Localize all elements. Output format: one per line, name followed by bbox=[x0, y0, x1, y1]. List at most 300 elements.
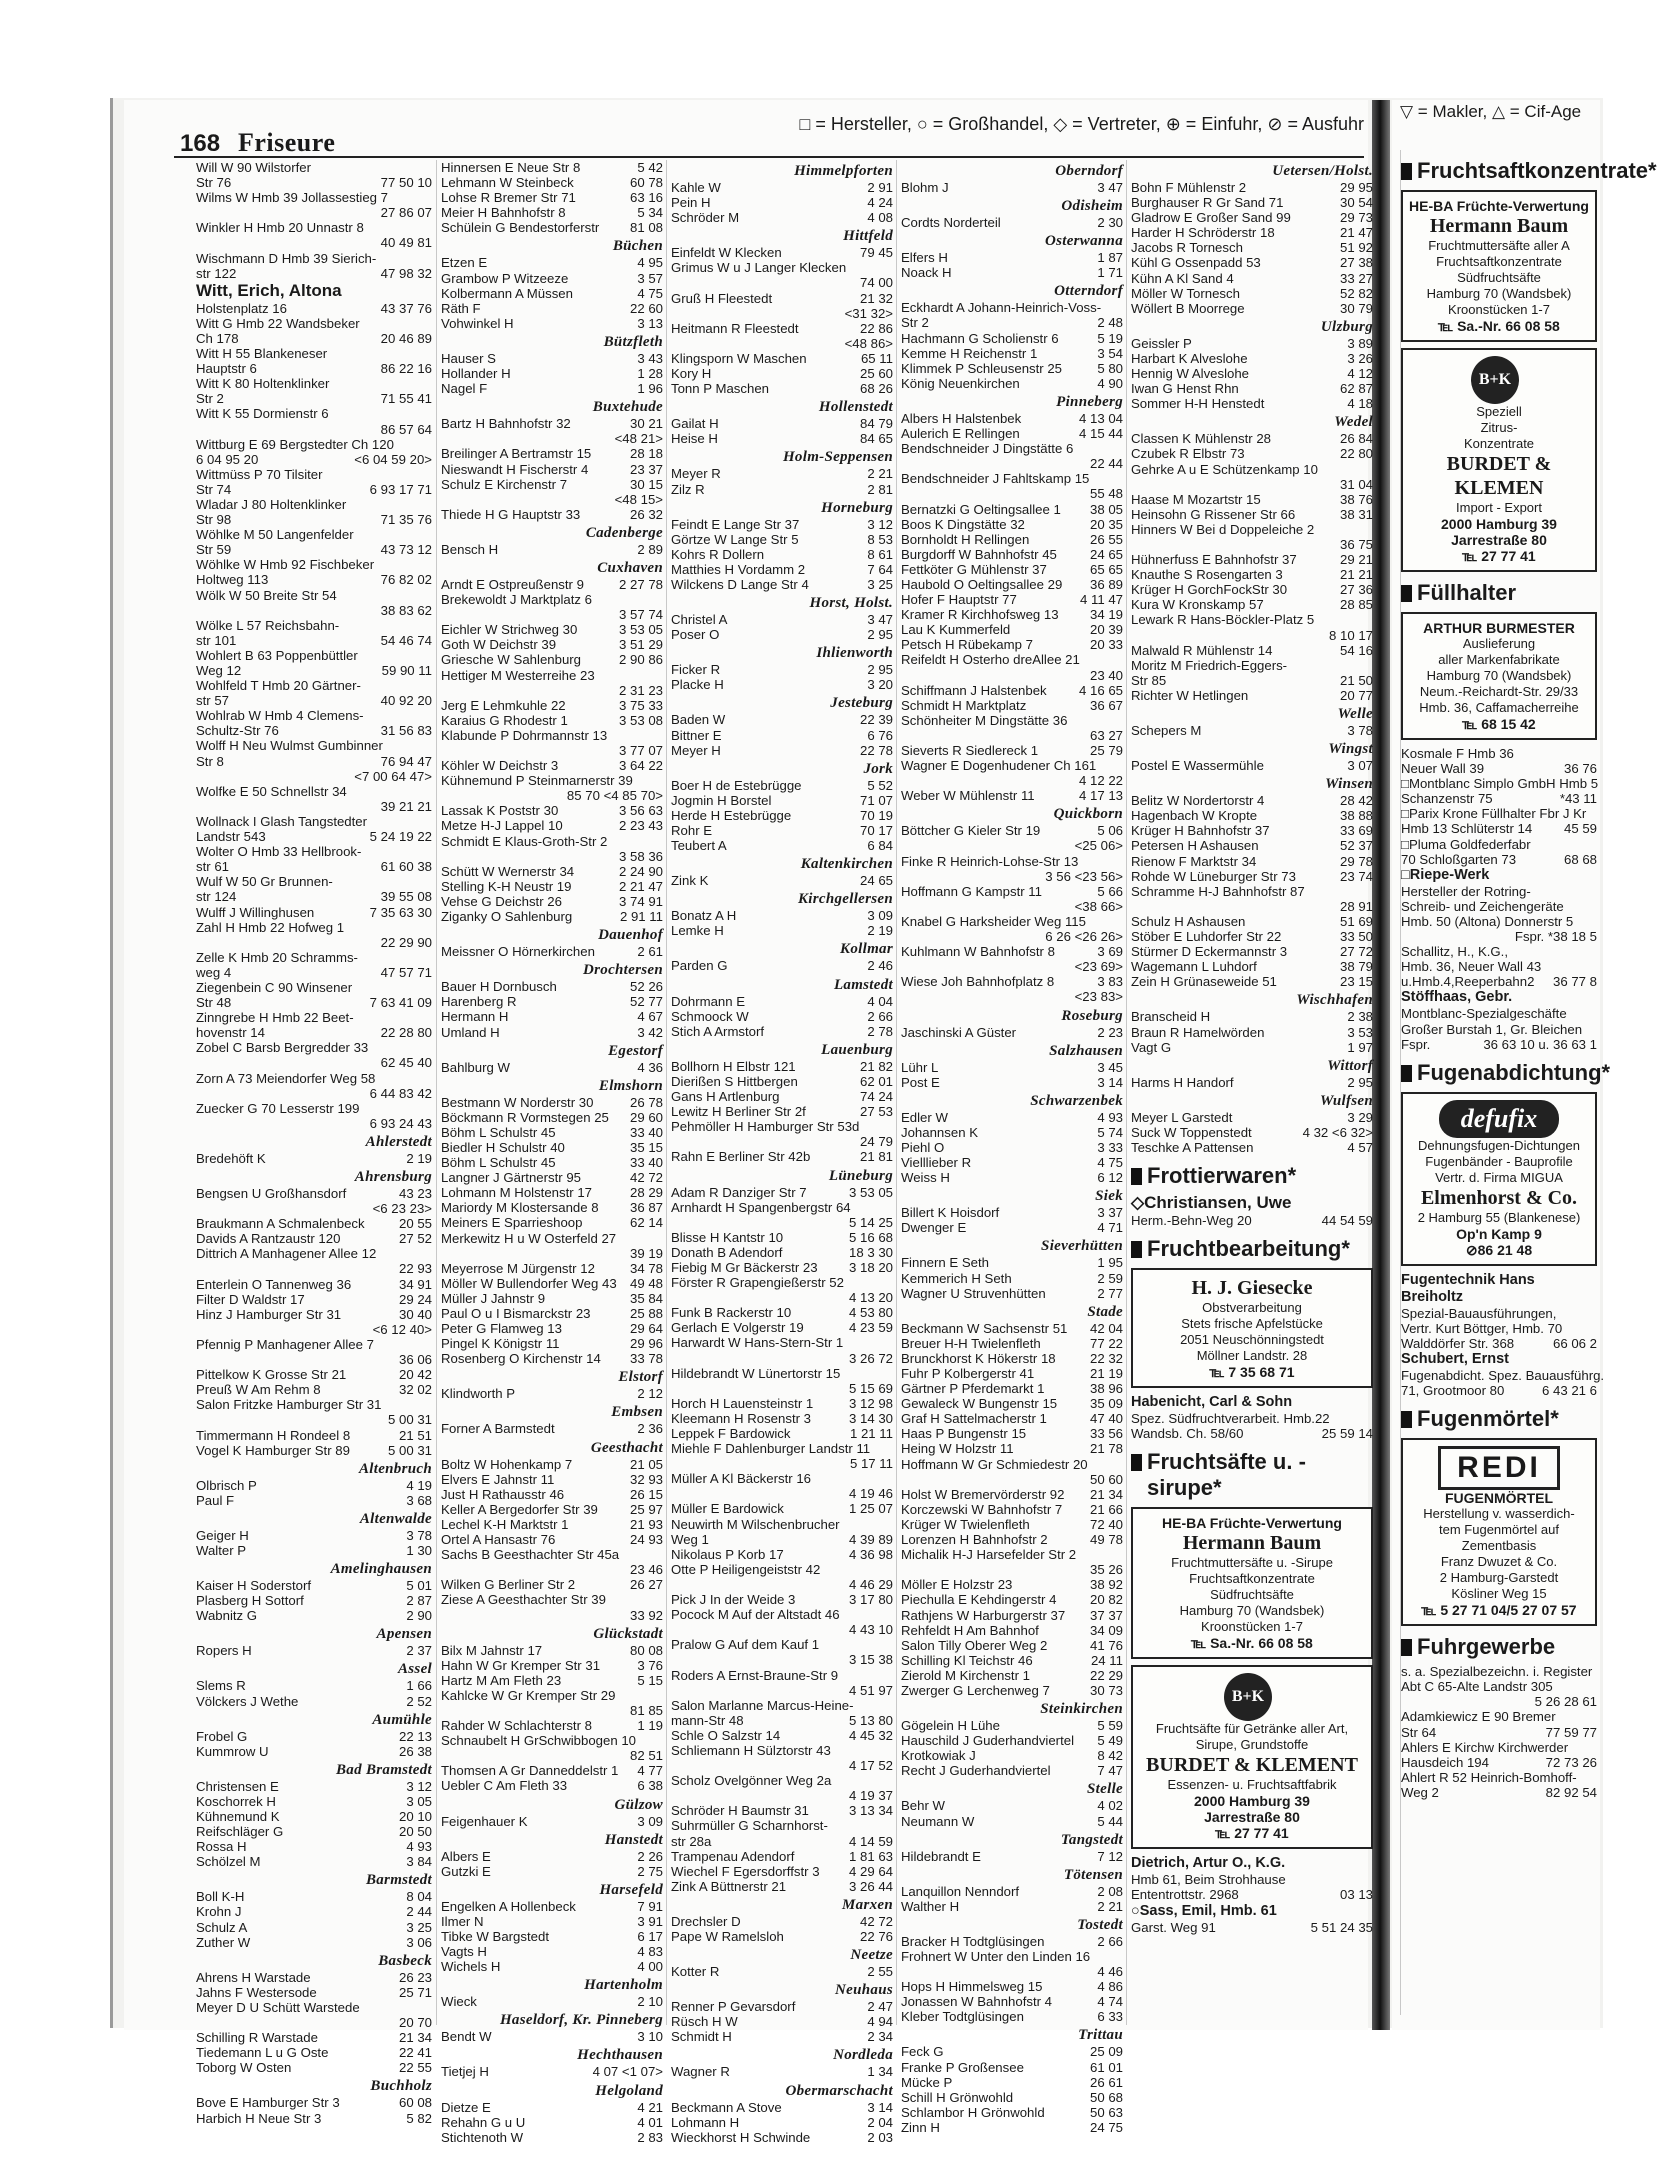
entry-name: str 124 bbox=[196, 889, 237, 905]
ad-phone: ℡ 68 15 42 bbox=[1462, 716, 1536, 732]
directory-entry bbox=[901, 1155, 1123, 1170]
ad-title: ARTHUR BURMESTER bbox=[1423, 620, 1575, 636]
directory-entry bbox=[671, 1532, 893, 1547]
directory-entry bbox=[671, 1607, 893, 1622]
place-heading: Basbeck bbox=[378, 1952, 432, 1969]
entry-phone: 3 09 bbox=[867, 908, 893, 924]
entry-phone: 36 77 8 bbox=[1553, 974, 1597, 990]
entry-phone: 2 38 bbox=[1347, 1009, 1373, 1025]
entry-name: Adamkiewicz E 90 Bremer bbox=[1401, 1709, 1556, 1725]
entry-name: Gewaleck W Bungenstr 15 bbox=[901, 1396, 1058, 1412]
directory-entry bbox=[901, 215, 1123, 230]
directory-entry bbox=[196, 1101, 432, 1116]
entry-name: Str 76 bbox=[196, 175, 232, 191]
entry-phone: 74 00 bbox=[859, 275, 893, 291]
entry-name: □Pluma Goldfederfabr bbox=[1401, 836, 1531, 852]
entry-phone: 25 79 bbox=[1089, 743, 1123, 758]
directory-entry bbox=[671, 908, 893, 923]
entry-phone: 28 29 bbox=[629, 1185, 663, 1201]
place-heading: Lüneburg bbox=[828, 1167, 893, 1184]
entry-phone: 8 61 bbox=[867, 546, 893, 562]
entry-name: Schle O Salzstr 14 bbox=[671, 1727, 781, 1743]
directory-entry bbox=[1401, 806, 1597, 821]
entry-phone: 70 17 bbox=[859, 823, 893, 838]
directory-entry bbox=[901, 1517, 1123, 1532]
directory-entry bbox=[441, 818, 663, 833]
place-heading: Pinneberg bbox=[1056, 393, 1123, 410]
entry-phone: 38 92 bbox=[1089, 1577, 1123, 1593]
directory-entry bbox=[196, 1292, 432, 1307]
entry-name: Bendschneider J Fahltskamp 15 bbox=[901, 471, 1090, 487]
entry-phone: 3 09 bbox=[637, 1813, 663, 1829]
entry-phone: 2 23 43 bbox=[619, 818, 663, 834]
place-heading: Odisheim bbox=[1061, 198, 1123, 215]
entry-phone: 3 53 05 bbox=[619, 622, 663, 638]
directory-entry bbox=[1131, 1140, 1373, 1155]
entry-phone: 30 15 bbox=[629, 476, 663, 492]
entry-phone: 3 12 bbox=[406, 1778, 432, 1794]
directory-entry bbox=[671, 562, 893, 577]
directory-entry bbox=[671, 1426, 893, 1441]
directory-entry bbox=[901, 1205, 1123, 1220]
directory-entry bbox=[1401, 929, 1597, 944]
ad-logo-text: B+K bbox=[1224, 1673, 1272, 1721]
section-title: Friseure bbox=[238, 128, 336, 157]
entry-phone: 4 21 bbox=[637, 2099, 663, 2115]
entry-phone: 50 60 bbox=[1089, 1471, 1123, 1487]
entry-phone: 22 76 bbox=[859, 1929, 893, 1944]
directory-entry bbox=[196, 1116, 432, 1131]
directory-entry bbox=[901, 486, 1123, 501]
entry-name: Wollnack I Glash Tangstedter bbox=[196, 813, 368, 829]
entry-phone: 3 45 bbox=[1097, 1059, 1123, 1075]
featured-entry: ○Sass, Emil, Hmb. 61 bbox=[1131, 1902, 1277, 1919]
entry-name: Wichels H bbox=[441, 1959, 501, 1975]
directory-entry bbox=[196, 723, 432, 738]
directory-entry bbox=[901, 823, 1123, 838]
directory-entry bbox=[441, 1643, 663, 1658]
directory-entry bbox=[196, 1809, 432, 1824]
entry-name: Herm.-Behn-Weg 20 bbox=[1131, 1213, 1252, 1229]
category-heading: Füllhalter bbox=[1401, 580, 1597, 606]
directory-entry bbox=[441, 477, 663, 492]
entry-name: Biedler H Schulstr 40 bbox=[441, 1139, 565, 1155]
entry-phone: 30 54 bbox=[1339, 195, 1373, 211]
entry-phone: 5 66 bbox=[1097, 883, 1123, 899]
entry-name: Finke R Heinrich-Lohse-Str 13 bbox=[901, 853, 1079, 869]
entry-phone: 39 19 bbox=[629, 1245, 663, 1261]
directory-entry bbox=[901, 1321, 1123, 1336]
directory-entry bbox=[441, 2064, 663, 2079]
entry-name: Recht J Guderhandviertel bbox=[901, 1763, 1051, 1779]
entry-phone: 2 10 bbox=[637, 1994, 663, 2010]
entry-name: Kotter R bbox=[671, 1964, 720, 1980]
directory-entry bbox=[671, 1149, 893, 1164]
entry-phone: 3 56 63 bbox=[619, 803, 663, 819]
entry-name: Zinn H bbox=[901, 2119, 940, 2135]
entry-phone: 3 56 <23 56> bbox=[1045, 868, 1123, 884]
directory-entry bbox=[441, 351, 663, 366]
entry-phone: 1 25 07 bbox=[849, 1501, 893, 1517]
entry-name: Böhm L Schulstr 45 bbox=[441, 1155, 556, 1171]
directory-entry bbox=[901, 1075, 1123, 1090]
entry-name: Müller E Bardowick bbox=[671, 1501, 784, 1517]
entry-name: str 101 bbox=[196, 632, 237, 648]
directory-entry bbox=[196, 1277, 432, 1292]
entry-name: Witt K 55 Dormienstr 6 bbox=[196, 406, 329, 422]
entry-name: Räth F bbox=[441, 300, 481, 316]
entry-name: Blohm J bbox=[901, 180, 949, 195]
directory-entry bbox=[1131, 688, 1373, 703]
entry-name: Adam R Danziger Str 7 bbox=[671, 1184, 807, 1200]
place-heading: Osterwanna bbox=[1044, 233, 1123, 250]
entry-phone: 21 21 bbox=[1339, 567, 1373, 583]
directory-entry bbox=[196, 603, 432, 618]
directory-entry bbox=[901, 1718, 1123, 1733]
entry-name: Wiese Joh Bahnhofplatz 8 bbox=[901, 974, 1055, 990]
entry-name: Wiechel F Egersdorffstr 3 bbox=[671, 1863, 820, 1879]
ad-logo-defufix bbox=[1409, 1100, 1589, 1138]
directory-entry bbox=[1131, 1920, 1373, 1935]
entry-phone: 32 02 bbox=[398, 1382, 432, 1398]
entry-phone: 6 44 83 42 bbox=[369, 1085, 432, 1101]
entry-phone: 34 78 bbox=[629, 1260, 663, 1276]
entry-phone: 49 78 bbox=[1089, 1532, 1123, 1548]
directory-entry bbox=[196, 1428, 432, 1443]
entry-name: Jacobs R Tornesch bbox=[1131, 240, 1243, 256]
entry-name: Pittelkow K Grosse Str 21 bbox=[196, 1367, 347, 1383]
entry-name: Schnaubelt H GrSchwibbogen 10 bbox=[441, 1733, 637, 1749]
directory-entry bbox=[441, 652, 663, 667]
entry-name: Weg 1 bbox=[671, 1531, 709, 1547]
entry-phone: 68 68 bbox=[1563, 851, 1597, 867]
entry-name: Sieverts R Siedlereck 1 bbox=[901, 743, 1039, 758]
directory-entry bbox=[901, 1025, 1123, 1040]
category-heading: Fugenmörtel* bbox=[1401, 1406, 1597, 1432]
entry-phone: 3 68 bbox=[406, 1492, 432, 1508]
directory-entry bbox=[671, 1335, 893, 1350]
entry-name: Hmb 13 Schlüterstr 14 bbox=[1401, 821, 1533, 837]
entry-phone: 47 40 bbox=[1089, 1411, 1123, 1427]
entry-phone: 77 50 10 bbox=[380, 175, 432, 191]
directory-entry bbox=[196, 1578, 432, 1593]
entry-name: Paul F bbox=[196, 1492, 235, 1508]
directory-entry bbox=[196, 920, 432, 935]
directory-entry bbox=[196, 1904, 432, 1919]
entry-phone: 4 90 bbox=[1097, 375, 1123, 391]
entry-phone: 63 27 bbox=[1089, 727, 1123, 743]
entry-phone: 27 72 bbox=[1339, 944, 1373, 960]
entry-phone: 2 55 bbox=[867, 1964, 893, 1980]
directory-entry bbox=[196, 1729, 432, 1744]
entry-name: Ahlert R 52 Heinrich-Bomhoff- bbox=[1401, 1769, 1577, 1785]
entry-phone: 43 23 bbox=[398, 1186, 432, 1201]
place-heading: Holm-Seppensen bbox=[782, 449, 893, 466]
directory-entry bbox=[441, 1703, 663, 1718]
entry-phone: 3 43 bbox=[637, 350, 663, 366]
directory-entry bbox=[901, 914, 1123, 929]
entry-name: Tietjej H bbox=[441, 2064, 489, 2080]
entry-name: u.Hmb.4,Reeperbahn2 bbox=[1401, 974, 1535, 990]
entry-phone: 43 73 12 bbox=[380, 542, 432, 558]
directory-entry bbox=[671, 1200, 893, 1215]
entry-phone: 60 78 bbox=[629, 175, 663, 191]
entry-phone: 1 96 bbox=[637, 381, 663, 397]
entry-phone: 82 92 54 bbox=[1545, 1784, 1597, 1800]
ad-company-name: Hermann Baum bbox=[1182, 1532, 1322, 1555]
entry-name: Elfers H bbox=[901, 250, 948, 266]
directory-entry bbox=[441, 1025, 663, 1040]
entry-phone: 71 35 76 bbox=[380, 512, 432, 528]
entry-name: Schröder M bbox=[671, 210, 740, 226]
directory-entry bbox=[196, 844, 432, 859]
entry-name: Köhler W Deichstr 3 bbox=[441, 758, 559, 774]
entry-name: Matthies H Vordamm 2 bbox=[671, 561, 806, 577]
ad-line: Möllner Landstr. 28 bbox=[1196, 1348, 1308, 1364]
advertisement-redi bbox=[1401, 1438, 1597, 1626]
directory-entry bbox=[901, 1668, 1123, 1683]
directory-entry bbox=[901, 1994, 1123, 2009]
entry-name: Schliemann H Sülztorstr 43 bbox=[671, 1742, 831, 1758]
entry-name: Bittner E bbox=[671, 727, 722, 743]
entry-name: Walter P bbox=[196, 1542, 247, 1558]
directory-entry bbox=[901, 1592, 1123, 1607]
directory-entry bbox=[671, 1743, 893, 1758]
entry-name: Aulerich E Rellingen bbox=[901, 426, 1020, 442]
directory-entry bbox=[1131, 351, 1373, 366]
entry-phone: 54 46 74 bbox=[380, 632, 432, 648]
entry-name: Str 85 bbox=[1131, 672, 1167, 688]
entry-name: Jonassen W Bahnhofstr 4 bbox=[901, 1994, 1053, 2010]
entry-phone: 3 14 bbox=[1097, 1074, 1123, 1090]
directory-entry bbox=[901, 1411, 1123, 1426]
entry-phone: 26 32 bbox=[629, 506, 663, 522]
directory-entry bbox=[671, 321, 893, 336]
entry-phone: 6 33 bbox=[1097, 2009, 1123, 2025]
entry-name: Gans H Artlenburg bbox=[671, 1089, 780, 1105]
entry-phone: 26 78 bbox=[629, 1094, 663, 1110]
ad-phone: ℡ 27 77 41 bbox=[1215, 1825, 1289, 1842]
entry-name: Zorn A 73 Meiendorfer Weg 58 bbox=[196, 1070, 376, 1086]
ad-subtitle: Essenzen- u. Fruchtsaftfabrik bbox=[1167, 1777, 1337, 1793]
directory-entry bbox=[901, 668, 1123, 683]
directory-entry bbox=[671, 1728, 893, 1743]
entry-phone: 5 13 80 bbox=[849, 1712, 893, 1728]
entry-phone: 2 44 bbox=[406, 1904, 432, 1920]
entry-phone: 81 08 bbox=[629, 220, 663, 236]
entry-name: Holst W Bremervörderstr 92 bbox=[901, 1486, 1065, 1502]
entry-name: Böhm L Schulstr 45 bbox=[441, 1124, 556, 1140]
directory-entry bbox=[901, 929, 1123, 944]
entry-phone: 3 83 bbox=[1097, 974, 1123, 990]
entry-name: Str 59 bbox=[196, 542, 232, 558]
advertisement-burdet1 bbox=[1131, 1665, 1373, 1849]
entry-name: Kosmale F Hmb 36 bbox=[1401, 746, 1514, 761]
entry-name: Schröder H Baumstr 31 bbox=[671, 1803, 809, 1819]
entry-name: Ahrens H Warstade bbox=[196, 1969, 311, 1985]
entry-name: Frobel G bbox=[196, 1728, 248, 1744]
entry-phone: 36 75 bbox=[1339, 536, 1373, 552]
directory-entry bbox=[901, 959, 1123, 974]
entry-name: Horch H Lauensteinstr 1 bbox=[671, 1395, 814, 1411]
entry-name: Möller W Bullendorfer Weg 43 bbox=[441, 1275, 617, 1291]
entry-phone: 2 21 bbox=[867, 466, 893, 482]
directory-entry bbox=[196, 190, 432, 205]
directory-entry bbox=[196, 738, 432, 753]
entry-phone: 2 66 bbox=[867, 1008, 893, 1024]
place-heading: Hechthausen bbox=[577, 2047, 663, 2064]
entry-phone: 21 32 bbox=[859, 290, 893, 306]
entry-phone: 3 10 bbox=[637, 2029, 663, 2045]
entry-phone: 1 21 11 bbox=[849, 1426, 893, 1441]
directory-entry bbox=[901, 1653, 1123, 1668]
entry-name: Garst. Weg 91 bbox=[1131, 1919, 1216, 1935]
directory-entry bbox=[901, 331, 1123, 346]
directory-entry bbox=[901, 838, 1123, 853]
featured-entry: Fugentechnik Hans Breiholtz bbox=[1401, 1271, 1535, 1305]
directory-entry bbox=[441, 788, 663, 803]
entry-name: Hahn W Gr Kremper Str 31 bbox=[441, 1657, 601, 1673]
entry-phone: 38 05 bbox=[1089, 501, 1123, 517]
directory-entry bbox=[901, 1060, 1123, 1075]
directory-entry bbox=[671, 1230, 893, 1245]
place-heading: Embsen bbox=[611, 1404, 663, 1421]
entry-phone: 52 26 bbox=[629, 979, 663, 995]
entry-name: Malwald R Mühlenstr 14 bbox=[1131, 642, 1273, 658]
directory-entry bbox=[441, 431, 663, 446]
place-heading: Jork bbox=[863, 760, 893, 777]
entry-name: Kemmerich H Seth bbox=[901, 1270, 1012, 1286]
entry-phone: <31 32> bbox=[844, 305, 893, 321]
entry-name: Zuther W bbox=[196, 1934, 251, 1950]
entry-name: Suck W Toppenstedt bbox=[1131, 1124, 1252, 1140]
directory-entry bbox=[441, 1577, 663, 1592]
entry-phone: 54 16 bbox=[1339, 642, 1373, 658]
entry-phone: 52 77 bbox=[629, 994, 663, 1010]
directory-entry bbox=[901, 683, 1123, 698]
directory-entry bbox=[441, 1929, 663, 1944]
entry-name: weg 4 bbox=[196, 964, 232, 980]
ad-line: Fugenbänder - Bauprofile bbox=[1425, 1153, 1573, 1169]
entry-name: Gutzki E bbox=[441, 1863, 491, 1879]
entry-phone: 3 57 74 bbox=[619, 607, 663, 623]
entry-phone: 31 56 83 bbox=[380, 723, 432, 739]
entry-name: str 122 bbox=[196, 265, 237, 281]
category-heading: Frottierwaren* bbox=[1131, 1163, 1373, 1189]
directory-entry bbox=[1131, 793, 1373, 808]
directory-entry bbox=[441, 1608, 663, 1623]
entry-phone: 6 93 17 71 bbox=[369, 481, 432, 497]
directory-entry bbox=[1401, 1383, 1597, 1398]
entry-phone: 4 13 04 bbox=[1079, 410, 1123, 426]
entry-phone: 3 84 bbox=[406, 1854, 432, 1870]
directory-entry bbox=[901, 376, 1123, 391]
directory-entry bbox=[671, 1441, 893, 1456]
entry-name: Meyerrose M Jürgenstr 12 bbox=[441, 1260, 595, 1276]
entry-phone: 5 42 bbox=[637, 160, 663, 175]
entry-phone: 5 74 bbox=[1097, 1124, 1123, 1140]
ad-phone: ℡ Sa.-Nr. 66 08 58 bbox=[1191, 1635, 1313, 1652]
entry-name: Elvers E Jahnstr 11 bbox=[441, 1471, 555, 1487]
directory-entry bbox=[671, 1999, 893, 2014]
ad-address: 2000 Hamburg 39 bbox=[1194, 1793, 1310, 1810]
entry-name: Boos K Dingstätte 32 bbox=[901, 516, 1025, 532]
entry-phone: 35 26 bbox=[1089, 1562, 1123, 1578]
entry-name: □Parix Krone Füllhalter Fbr J Kr bbox=[1401, 806, 1587, 822]
entry-name: Heing W Holzstr 11 bbox=[901, 1441, 1014, 1457]
directory-entry bbox=[196, 648, 432, 663]
entry-phone: 3 91 bbox=[637, 1913, 663, 1929]
directory-entry bbox=[671, 627, 893, 642]
entry-name: Hausdeich 194 bbox=[1401, 1754, 1489, 1770]
entry-name: Zobel C Barsb Bergredder 33 bbox=[196, 1040, 369, 1056]
entry-phone: 3 14 bbox=[867, 2099, 893, 2115]
directory-entry bbox=[901, 1562, 1123, 1577]
directory-entry bbox=[1401, 1006, 1597, 1021]
entry-name: Walddörfer Str. 368 bbox=[1401, 1335, 1515, 1351]
directory-entry bbox=[1131, 255, 1373, 270]
entry-phone: <48 21> bbox=[614, 431, 663, 447]
entry-name: s. a. Spezialbezeichn. i. Register bbox=[1401, 1664, 1593, 1680]
directory-entry bbox=[671, 1456, 893, 1471]
entry-name: Roders A Ernst-Braune-Str 9 bbox=[671, 1667, 839, 1683]
entry-phone: 1 95 bbox=[1097, 1255, 1123, 1271]
entry-name: Str 64 bbox=[1401, 1724, 1437, 1740]
directory-entry bbox=[901, 1623, 1123, 1638]
directory-entry bbox=[196, 1678, 432, 1693]
directory-entry bbox=[196, 160, 432, 175]
entry-phone: 29 78 bbox=[1339, 853, 1373, 869]
advertisement-heba1 bbox=[1131, 1507, 1373, 1659]
ad-phone: ℡ Sa.-Nr. 66 08 58 bbox=[1438, 318, 1560, 334]
entry-name: Eckhardt A Johann-Heinrich-Voss- bbox=[901, 300, 1102, 316]
entry-name: Lewark R Hans-Böckler-Platz 5 bbox=[1131, 612, 1315, 628]
place-heading: Lamstedt bbox=[833, 976, 893, 993]
entry-phone: 22 28 80 bbox=[380, 1025, 432, 1041]
entry-phone: <6 23 23> bbox=[372, 1201, 432, 1217]
entry-phone: 28 18 bbox=[629, 446, 663, 462]
directory-entry bbox=[671, 923, 893, 938]
directory-entry bbox=[671, 712, 893, 727]
entry-phone: 62 14 bbox=[629, 1215, 663, 1231]
directory-entry bbox=[671, 517, 893, 532]
directory-entry bbox=[1131, 723, 1373, 738]
entry-name: Donath B Adendorf bbox=[671, 1244, 783, 1260]
directory-entry bbox=[441, 909, 663, 924]
place-heading: Helgoland bbox=[595, 2082, 663, 2099]
entry-name: Meissner O Hörnerkirchen bbox=[441, 944, 595, 960]
directory-entry bbox=[441, 2115, 663, 2130]
directory-entry bbox=[1131, 431, 1373, 446]
directory-entry bbox=[196, 346, 432, 361]
directory-entry bbox=[441, 1140, 663, 1155]
directory-entry bbox=[901, 562, 1123, 577]
entry-name: Gärtner P Pferdemarkt 1 bbox=[901, 1381, 1045, 1397]
entry-name: Christel A bbox=[671, 612, 728, 628]
directory-entry bbox=[441, 1261, 663, 1276]
entry-phone: 30 73 bbox=[1089, 1682, 1123, 1698]
entry-name: Sommer H-H Henstedt bbox=[1131, 396, 1265, 412]
entry-phone: 34 09 bbox=[1089, 1622, 1123, 1638]
entry-name: Kleber Todtglüsingen bbox=[901, 2009, 1024, 2025]
entry-name: Hollander H bbox=[441, 366, 511, 382]
directory-entry bbox=[196, 1889, 432, 1904]
entry-phone: 22 80 bbox=[1339, 446, 1373, 462]
entry-name: Meier H Bahnhofstr 8 bbox=[441, 205, 566, 221]
directory-entry bbox=[196, 693, 432, 708]
entry-phone: 5 82 bbox=[406, 2110, 432, 2126]
entry-name: Trampenau Adendorf bbox=[671, 1848, 795, 1864]
